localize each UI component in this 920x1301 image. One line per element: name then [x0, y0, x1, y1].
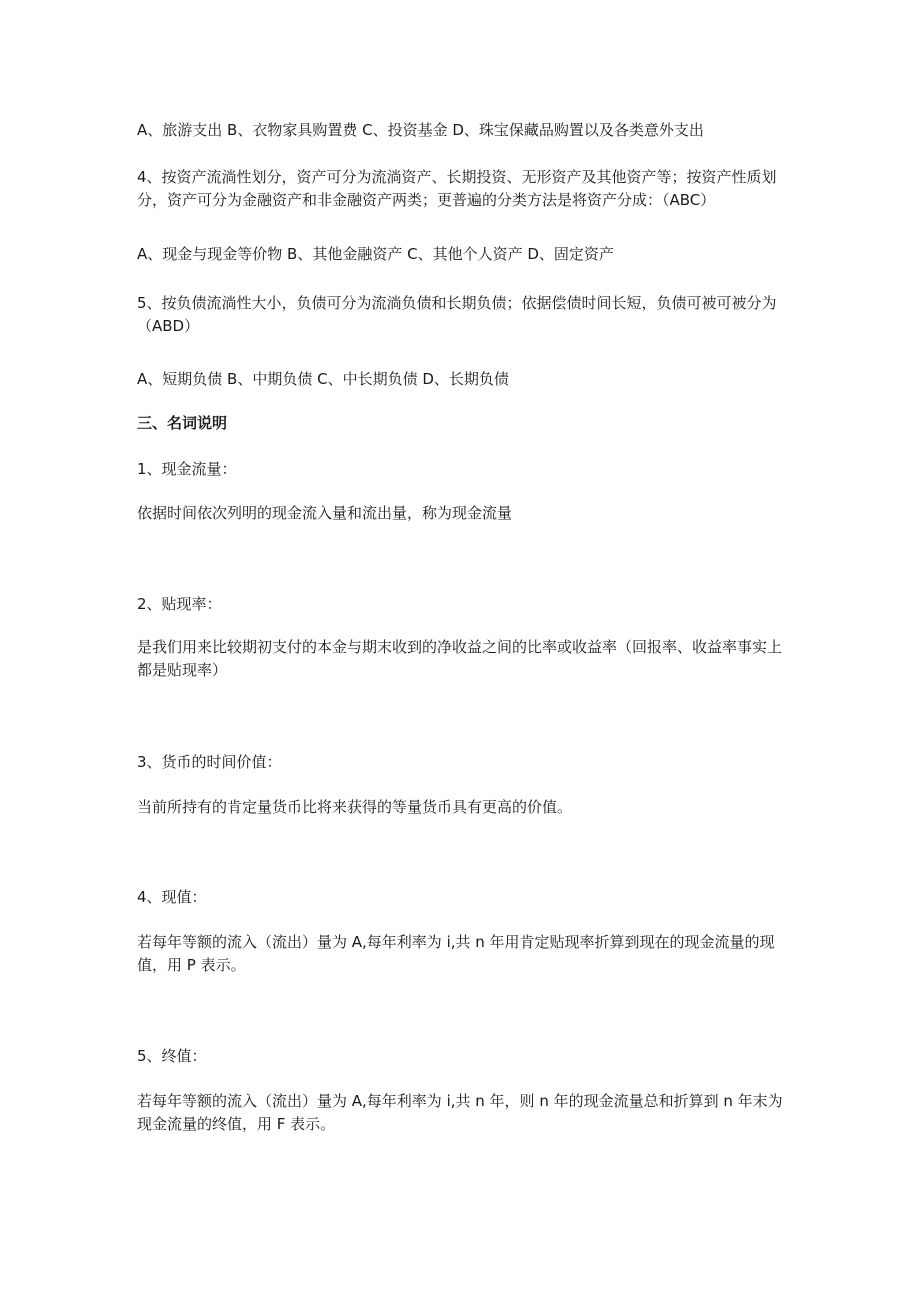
- term-discount-rate-title: 2、贴现率：: [137, 595, 222, 613]
- term-future-value-definition: 若每年等额的流入（流出）量为 A,每年利率为 i,共 n 年，则 n 年的现金流量总和折算到 n 年末为现金流量的终值，用 F 表示。: [137, 1092, 783, 1133]
- option-line-q5: A、短期负债 B、中期负债 C、中长期负债 D、长期负债: [137, 370, 509, 388]
- term-cash-flow-definition: 依据时间依次列明的现金流入量和流出量，称为现金流量: [137, 504, 513, 522]
- section-heading: 三、名词说明: [137, 414, 228, 432]
- option-line-q4: A、现金与现金等价物 B、其他金融资产 C、其他个人资产 D、固定资产: [137, 245, 614, 263]
- question-5: 5、按负债流淌性大小，负债可分为流淌负债和长期负债；依据偿债时间长短，负债可被可被分为（ABD）: [137, 294, 777, 335]
- term-time-value-title: 3、货币的时间价值：: [137, 753, 282, 771]
- option-line-q3: A、旅游支出 B、衣物家具购置费 C、投资基金 D、珠宝保藏品购置以及各类意外支出: [137, 121, 704, 139]
- term-cash-flow-title: 1、现金流量：: [137, 460, 237, 478]
- term-time-value-definition: 当前所持有的肯定量货币比将来获得的等量货币具有更高的价值。: [137, 798, 573, 816]
- term-present-value-title: 4、现值：: [137, 888, 207, 906]
- term-future-value-title: 5、终值：: [137, 1047, 207, 1065]
- question-4: 4、按资产流淌性划分，资产可分为流淌资产、长期投资、无形资产及其他资产等；按资产性质划分，资产可分为金融资产和非金融资产两类；更普遍的分类方法是将资产分成：（ABC）: [137, 168, 777, 209]
- term-discount-rate-definition: 是我们用来比较期初支付的本金与期末收到的净收益之间的比率或收益率（回报率、收益率事实上都是贴现率）: [137, 638, 783, 679]
- term-present-value-definition: 若每年等额的流入（流出）量为 A,每年利率为 i,共 n 年用肯定贴现率折算到现在的现金流量的现值，用 P 表示。: [137, 933, 775, 974]
